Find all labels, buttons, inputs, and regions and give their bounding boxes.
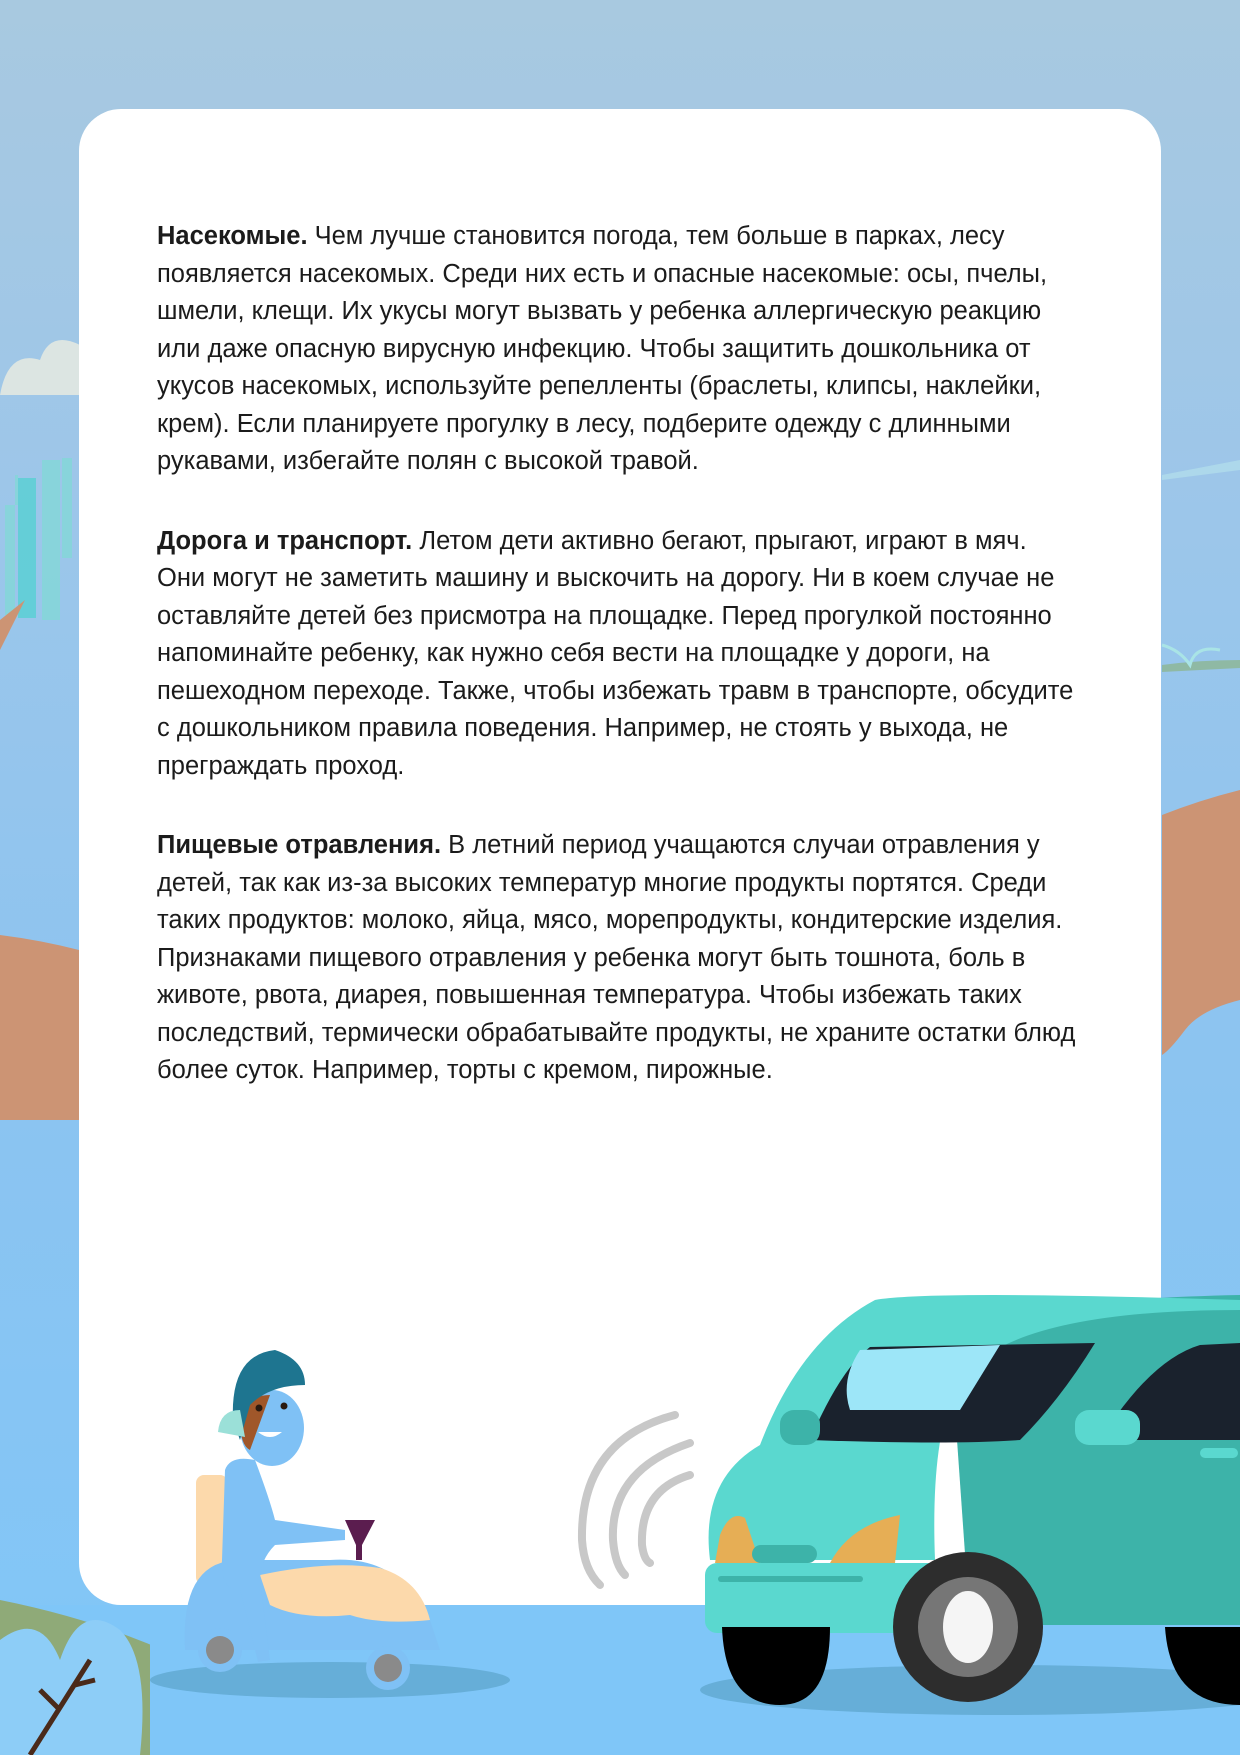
section-heading: Дорога и транспорт. (157, 526, 413, 555)
hill-left-mid (0, 935, 79, 1120)
section-body: Чем лучше становится погода, тем больше в парках, лесу появляется насекомых. Среди них есть и опасные насекомые: осы, пчелы, шмели, клещи. Их укусы могут вызвать у ребенка аллергическую реакцию или даже опасную вирусную инфекцию. Чтобы защитить дошкольника от укусов насекомых, используйте репелленты (браслеты, клипсы, наклейки, крем). Если планируете прогулку в лесу, подберите одежду с длинными рукавами, избегайте полян с высокой травой. (157, 222, 1048, 475)
section-insects (157, 218, 1077, 481)
section-body: В летний период учащаются случаи отравления у детей, так как из-за высоких температур многие продукты портятся. Среди таких продуктов: молоко, яйца, мясо, морепродукты, кондитерские изделия. Признаками пищевого отравления у ребенка могут быть тошнота, боль в животе, рвота, диарея, повышенная температура. Чтобы избежать таких последствий, термически обрабатывайте продукты, не храните остатки блюд более суток. Например, торты с кремом, пирожные. (157, 831, 1076, 1084)
section-body: Летом дети активно бегают, прыгают, играют в мяч. Они могут не заметить машину и выскочить на дорогу. Ни в коем случае не оставляйте детей без присмотра на площадке. Перед прогулкой постоянно напоминайте ребенку, как нужно себя вести на площадке у дороги, на пешеходном переходе. Также, чтобы избежать травм в транспорте, обсудите с дошкольником правила поведения. Например, не стоять у выхода, не преграждать проход. (157, 526, 1074, 780)
grass-line-right (1162, 660, 1240, 672)
section-heading: Насекомые. (157, 222, 308, 250)
wing-right (1162, 460, 1240, 480)
section-heading: Пищевые отравления. (157, 831, 442, 859)
city-skyline (5, 458, 72, 620)
hill-right (1162, 790, 1240, 1055)
cloud-left (0, 340, 80, 395)
article-text (157, 218, 1077, 1132)
section-food (157, 827, 1077, 1090)
section-road (157, 523, 1077, 786)
